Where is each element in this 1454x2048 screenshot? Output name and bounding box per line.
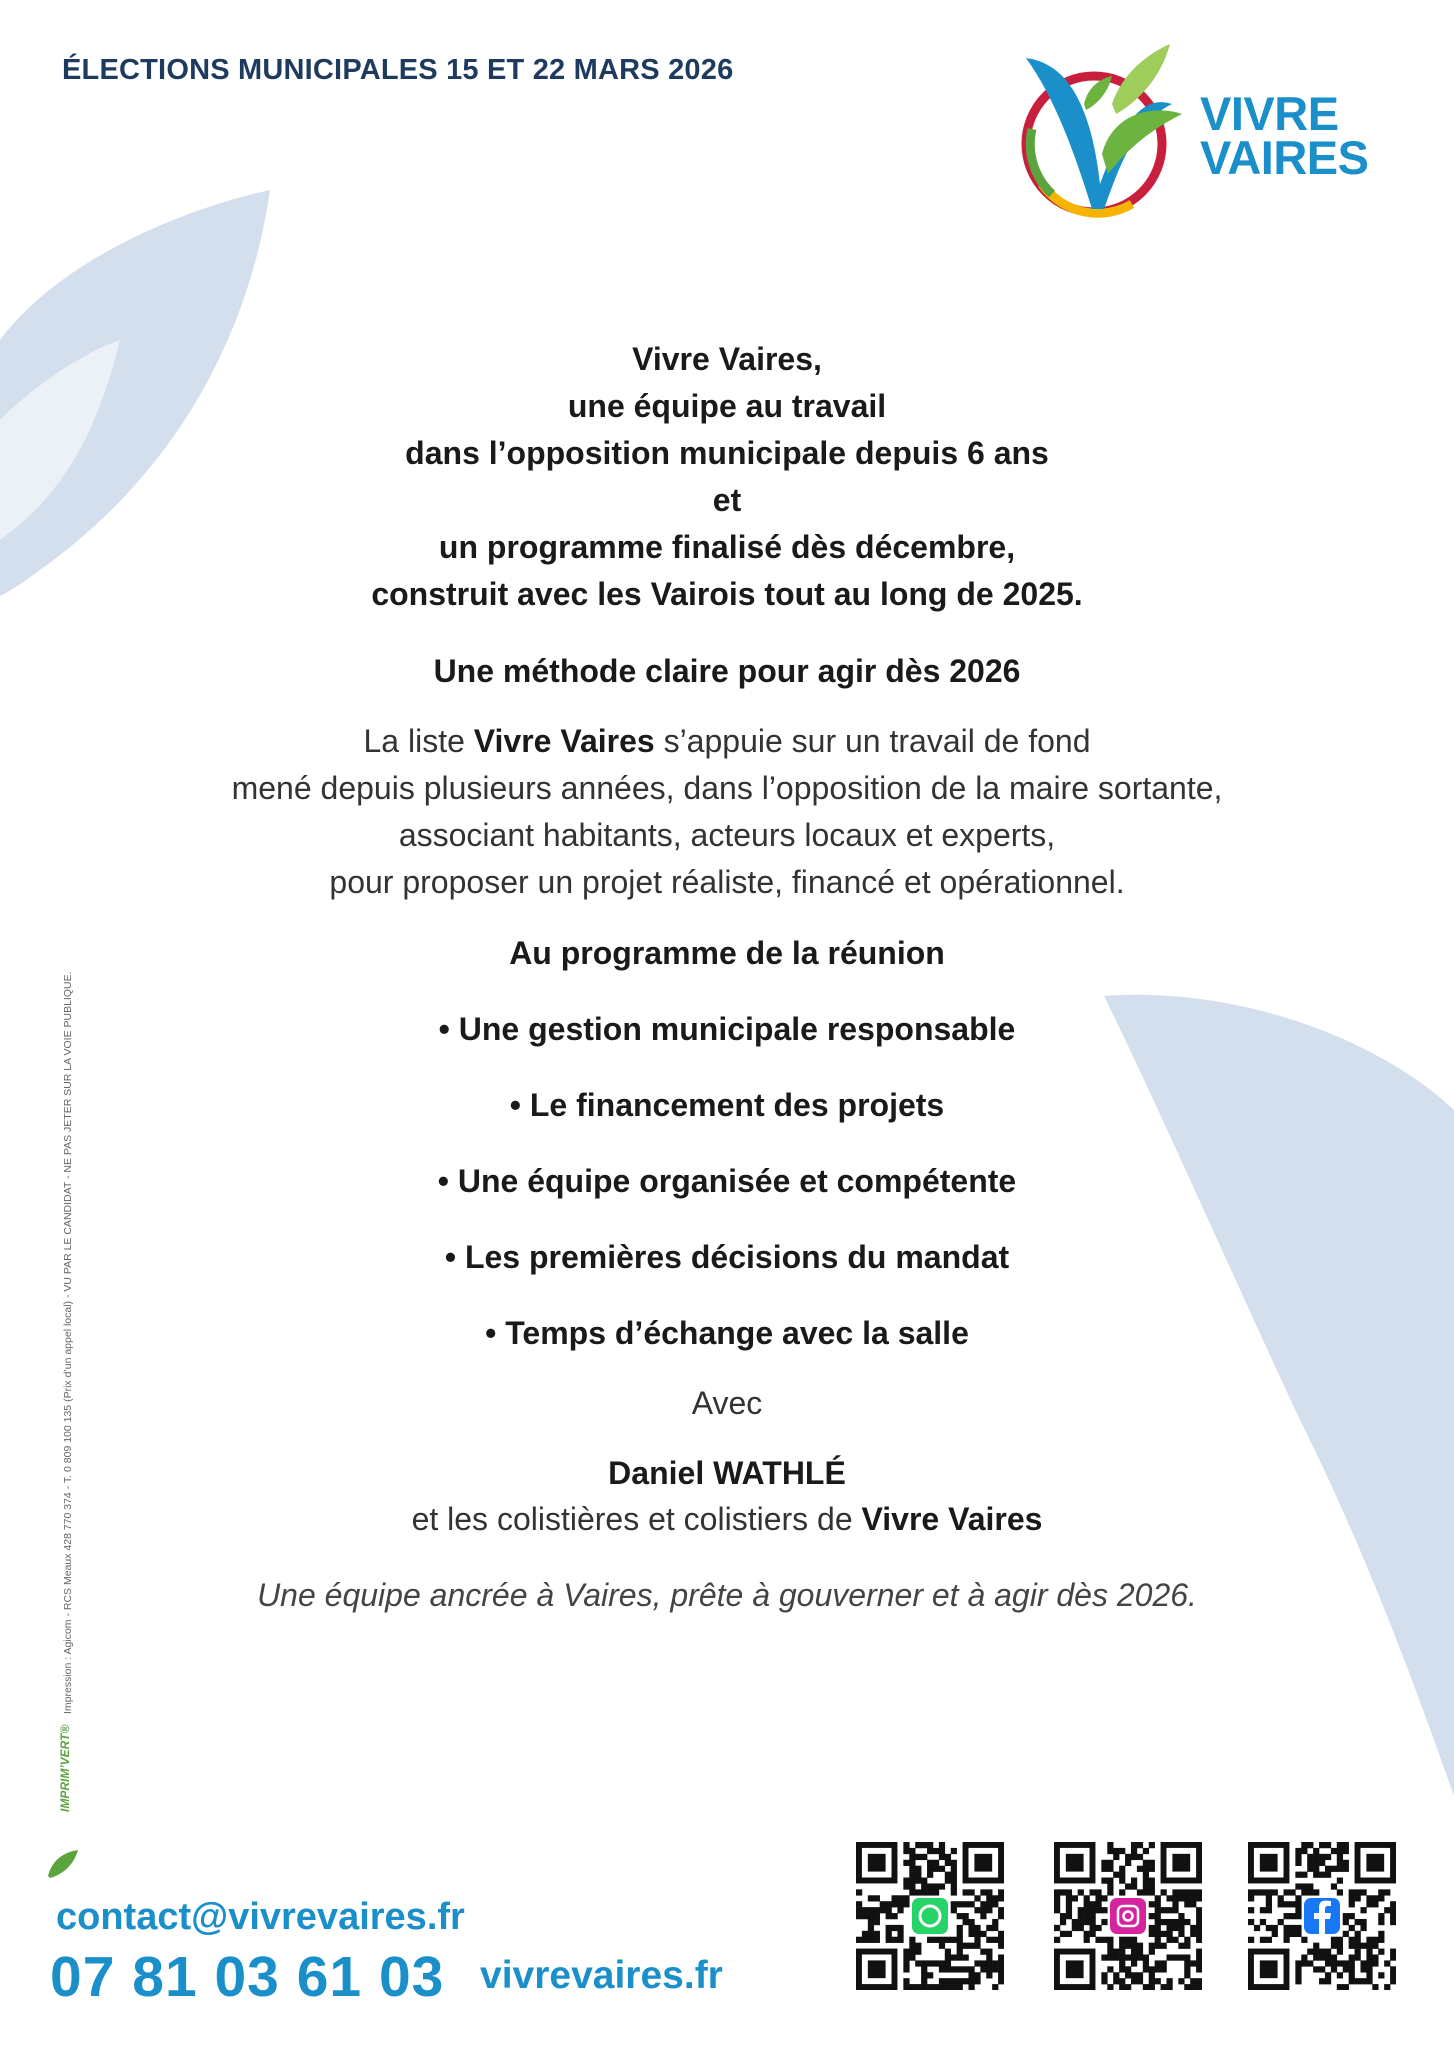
contact-phone[interactable]: 07 81 03 61 03 [50, 1945, 445, 2009]
program-item: • Une équipe organisée et compétente [437, 1163, 1017, 1199]
method-line: pour proposer un projet réaliste, financé et opérationnel. [329, 864, 1125, 900]
whatsapp-icon [912, 1898, 948, 1934]
method-line [180, 718, 1274, 765]
program-item: • Les premières décisions du mandat [444, 1239, 1010, 1275]
method-prefix: La liste [363, 723, 474, 759]
lead-candidate-name: Daniel WATHLÉ [608, 1455, 846, 1491]
instagram-icon [1110, 1898, 1146, 1934]
v-leaf-logo-icon [1012, 34, 1202, 234]
imprim-vert-label: IMPRIM’VERT® [58, 1724, 72, 1812]
method-paragraph [180, 718, 1274, 906]
logo-line1: VIVRE [1200, 87, 1339, 140]
vivre-vaires-logo [1012, 34, 1412, 234]
method-brand: Vivre Vaires [473, 723, 655, 759]
method-line: mené depuis plusieurs années, dans l’opposition de la maire sortante, [231, 770, 1223, 806]
program-item: • Le financement des projets [509, 1087, 945, 1123]
program-item: • Temps d’échange avec la salle [485, 1315, 969, 1351]
imprim-vert-leaf-icon [46, 1846, 80, 1880]
logo-line2: VAIRES [1200, 131, 1369, 184]
method-title: Une méthode claire pour agir dès 2026 [433, 653, 1021, 689]
colist-line [180, 1496, 1274, 1542]
intro-line: une équipe au travail [567, 388, 887, 424]
intro-line: un programme finalisé dès décembre, [438, 529, 1016, 565]
colist-brand: Vivre Vaires [861, 1501, 1043, 1537]
qr-code-whatsapp[interactable] [856, 1842, 1004, 1990]
qr-code-facebook[interactable] [1248, 1842, 1396, 1990]
program-item: • Une gestion municipale responsable [438, 1011, 1016, 1047]
intro-line: dans l’opposition municipale depuis 6 ans [405, 435, 1049, 471]
logo-wordmark [1200, 87, 1369, 184]
avec-label: Avec [691, 1385, 763, 1421]
contact-website[interactable]: vivrevaires.fr [480, 1954, 723, 1997]
program-list [180, 1006, 1274, 1356]
method-suffix: s’appuie sur un travail de fond [654, 723, 1091, 759]
program-title: Au programme de la réunion [509, 935, 945, 971]
legal-notice: Impression : Agicom - RCS Meaux 428 770 374 - T. 0 809 100 135 (Prix d’un appel local) - VU PAR LE CANDIDAT - NE PAS JETER SUR LA VOIE PUBLIQUE. [62, 971, 74, 1714]
tagline: Une équipe ancrée à Vaires, prête à gouverner et à agir dès 2026. [257, 1577, 1197, 1613]
contact-email[interactable]: contact@vivrevaires.fr [56, 1896, 465, 1938]
intro-block [180, 336, 1274, 618]
intro-line: construit avec les Vairois tout au long de 2025. [371, 576, 1083, 612]
qr-code-instagram[interactable] [1054, 1842, 1202, 1990]
method-line: associant habitants, acteurs locaux et experts, [398, 817, 1056, 853]
intro-line: Vivre Vaires, [632, 341, 822, 377]
colist-prefix: et les colistières et colistiers de [411, 1501, 862, 1537]
facebook-icon [1304, 1898, 1340, 1934]
intro-line: et [712, 482, 742, 518]
main-content [180, 336, 1274, 1618]
election-date-heading: ÉLECTIONS MUNICIPALES 15 ET 22 MARS 2026 [62, 54, 734, 86]
